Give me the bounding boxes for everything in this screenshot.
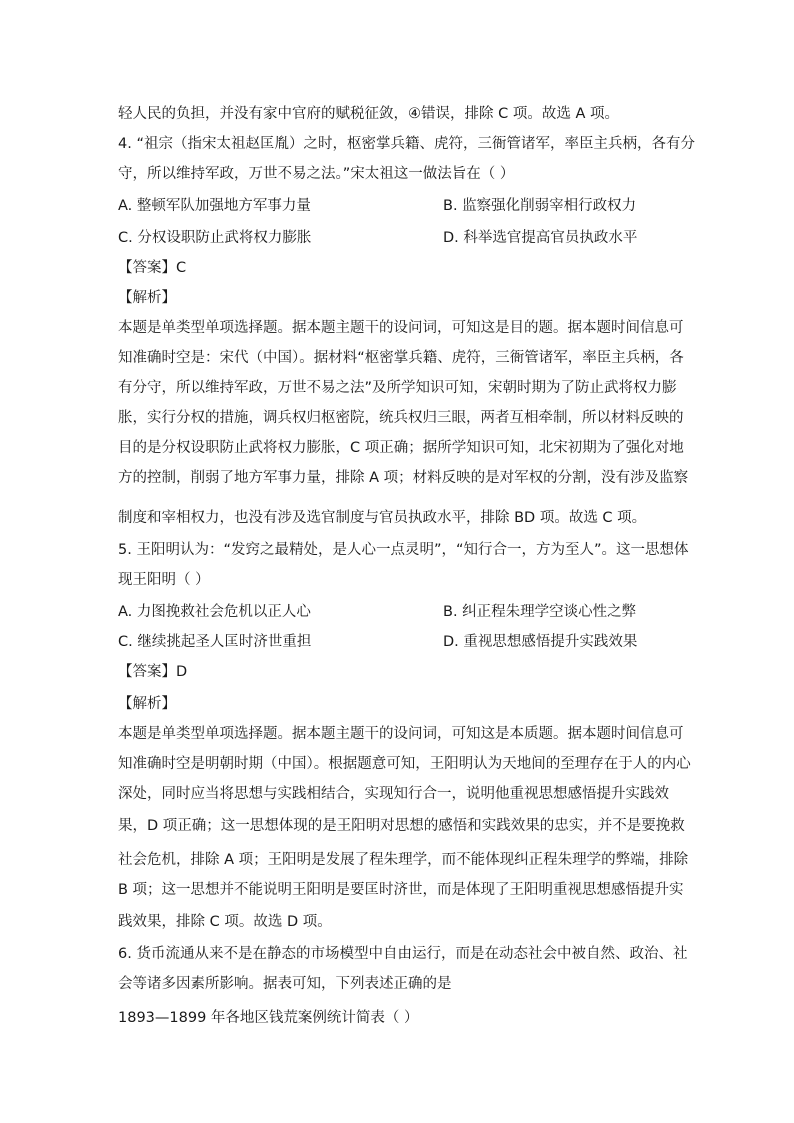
q4-option-b: B. 监察强化削弱宰相行政权力: [443, 198, 637, 214]
analysis-text: 本题是单类型单项选择题。据本题主题干的设问词，可知这是本质题。据本题时间信息可: [118, 726, 684, 742]
question-4-stem: 守，所以维持军政，万世不易之法。”宋太祖这一做法旨在（ ）: [118, 166, 515, 182]
analysis-text: 深处，同时应当将思想与实践相结合，实现知行合一，说明他重视思想感悟提升实践效: [118, 786, 669, 802]
analysis-text: 方的控制，削弱了地方军事力量，排除 A 项；材料反映的是对军权的分割，没有涉及监察: [118, 470, 689, 486]
analysis-text: 目的是分权设职防止武将权力膨胀，C 项正确；据所学知识可知，北宋初期为了强化对地: [118, 440, 684, 456]
q5-option-c: C. 继续挑起圣人匡时济世重担: [118, 634, 312, 650]
analysis-text: 胀，实行分权的措施，调兵权归枢密院，统兵权归三眼，两者互相牵制，所以材料反映的: [118, 410, 684, 426]
q4-option-a: A. 整顿军队加强地方军事力量: [118, 198, 311, 214]
q4-option-d: D. 科举选官提高官员执政水平: [443, 230, 638, 246]
question-6-stem: 会等诸多因素所影响。据表可知，下列表述正确的是: [118, 976, 452, 992]
q5-option-b: B. 纠正程朱理学空谈心性之弊: [443, 604, 637, 620]
question-5-stem: 现王阳明（ ）: [118, 572, 210, 588]
analysis-text: B 项；这一思想并不能说明王阳明是要匡时济世，而是体现了王阳明重视思想感悟提升实: [118, 882, 684, 898]
analysis-text: 有分守，所以维持军政，万世不易之法”及所学知识可知，宋朝时期为了防止武将权力膨: [118, 380, 677, 396]
answer-label: 【答案】D: [118, 664, 188, 680]
analysis-label: 【解析】: [118, 696, 176, 712]
analysis-text: 践效果，排除 C 项。故选 D 项。: [118, 914, 332, 930]
analysis-text: 知准确时空是：宋代（中国）。据材料“枢密掌兵籍、虎符，三衙管诸军，率臣主兵柄，各: [118, 350, 684, 366]
q5-option-a: A. 力图挽救社会危机以正人心: [118, 604, 311, 620]
question-5-stem: 5. 王阳明认为：“发窍之最精处，是人心一点灵明”，“知行合一，方为至人”。这一思想体: [118, 542, 689, 558]
table-caption: 1893—1899 年各地区钱荒案例统计简表（ ）: [118, 1010, 419, 1026]
analysis-label: 【解析】: [118, 290, 176, 306]
question-4-stem: 4. “祖宗（指宋太祖赵匡胤）之时，枢密掌兵籍、虎符，三衙管诸军，率臣主兵柄，各有分: [118, 136, 695, 152]
analysis-text: 社会危机，排除 A 项；王阳明是发展了程朱理学，而不能体现纠正程朱理学的弊端，排除: [118, 852, 689, 868]
analysis-text: 果，D 项正确；这一思想体现的是王阳明对思想的感悟和实践效果的忠实，并不是要挽救: [118, 818, 685, 834]
question-6-stem: 6. 货币流通从来不是在静态的市场模型中自由运行，而是在动态社会中被自然、政治、社: [118, 946, 688, 962]
analysis-text: 本题是单类型单项选择题。据本题主题干的设问词，可知这是目的题。据本题时间信息可: [118, 320, 684, 336]
q4-option-c: C. 分权设职防止武将权力膨胀: [118, 230, 312, 246]
analysis-text: 制度和宰相权力，也没有涉及选官制度与官员执政水平，排除 BD 项。故选 C 项。: [118, 510, 647, 526]
text-line: 轻人民的负担，并没有家中官府的赋税征敛，④错误，排除 C 项。故选 A 项。: [118, 106, 619, 122]
q5-option-d: D. 重视思想感悟提升实践效果: [443, 634, 638, 650]
analysis-text: 知准确时空是明朝时期（中国）。根据题意可知，王阳明认为天地间的至理存在于人的内心: [118, 756, 691, 772]
answer-label: 【答案】C: [118, 260, 187, 276]
